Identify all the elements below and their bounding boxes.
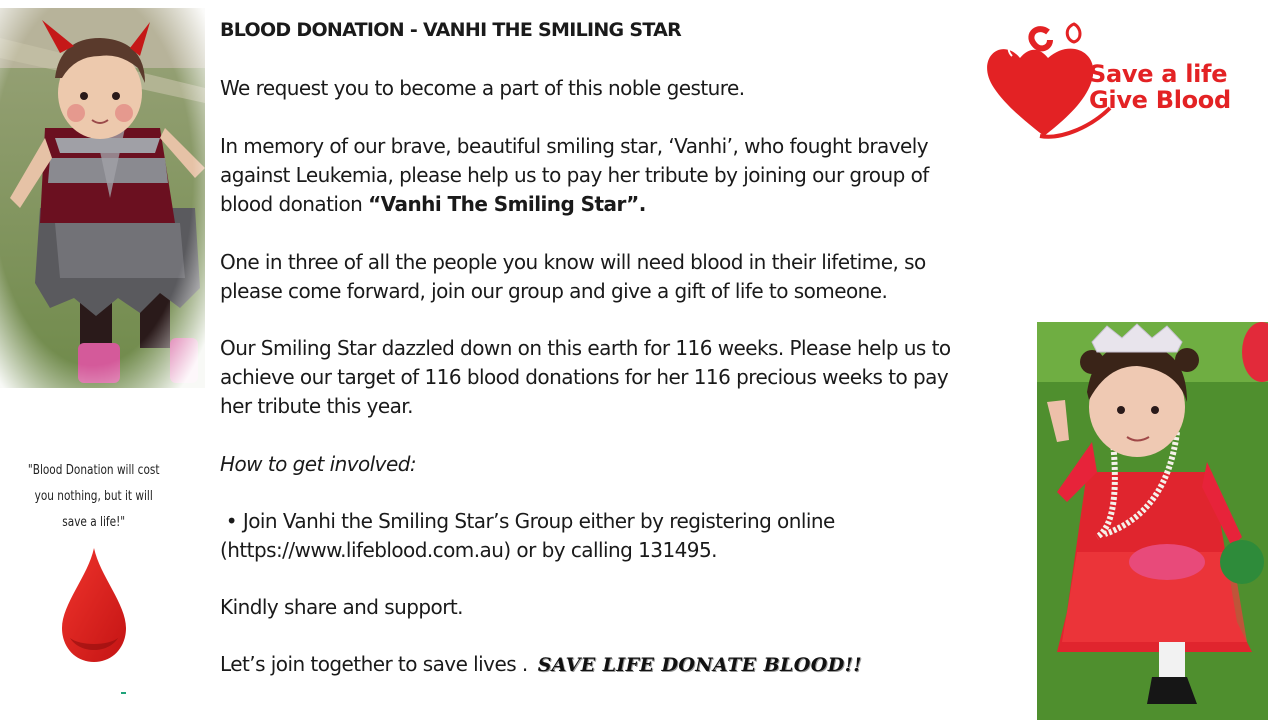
- target-paragraph: [220, 334, 951, 421]
- memory-paragraph: [220, 132, 929, 219]
- need-line-2: please come forward, join our group and give a gift of life to someone.: [220, 279, 888, 303]
- share-line: Kindly share and support.: [220, 595, 463, 619]
- need-line-1: One in three of all the people you know will need blood in their lifetime, so: [220, 250, 926, 274]
- memory-line-2: against Leukemia, please help us to pay her tribute by joining our group of: [220, 163, 929, 187]
- closing-line: [220, 650, 862, 680]
- quote-line-1: "Blood Donation will cost: [27, 463, 160, 478]
- logo-line-2: Give Blood: [1089, 86, 1231, 114]
- target-line-1: Our Smiling Star dazzled down on this earth for 116 weeks. Please help us to: [220, 336, 951, 360]
- blood-drop-icon: [58, 546, 130, 664]
- group-name: “Vanhi The Smiling Star”.: [368, 192, 646, 216]
- memory-line-3-prefix: blood donation: [220, 192, 369, 216]
- blood-donation-quote: [10, 458, 177, 536]
- bullet-line-1: • Join Vanhi the Smiling Star’s Group either by registering online: [220, 509, 835, 533]
- page-title: BLOOD DONATION - VANHI THE SMILING STAR: [220, 19, 682, 41]
- intro-paragraph: We request you to become a part of this noble gesture.: [220, 76, 745, 100]
- how-to-heading: How to get involved:: [220, 452, 417, 476]
- photo-child-costume: [0, 8, 205, 388]
- quote-line-2: you nothing, but it will: [34, 489, 153, 504]
- photo-child-red-dress: [1037, 322, 1268, 720]
- logo-line-1: Save a life: [1089, 60, 1228, 88]
- quote-line-3: save a life!": [62, 515, 126, 530]
- save-a-life-logo: [982, 18, 1244, 140]
- target-line-2: achieve our target of 116 blood donations for her 116 precious weeks to pay: [220, 365, 949, 389]
- decorative-dot: [121, 692, 126, 694]
- memory-line-1: In memory of our brave, beautiful smiling star, ‘Vanhi’, who fought bravely: [220, 134, 929, 158]
- bullet-join-group: [220, 507, 835, 565]
- need-paragraph: [220, 248, 926, 306]
- closing-cta: SAVE LIFE DONATE BLOOD!!: [537, 654, 863, 676]
- bullet-line-2: (https://www.lifeblood.com.au) or by calling 131495.: [220, 538, 717, 562]
- target-line-3: her tribute this year.: [220, 394, 413, 418]
- closing-prefix: Let’s join together to save lives .: [220, 652, 528, 676]
- memory-line-3: [220, 190, 929, 219]
